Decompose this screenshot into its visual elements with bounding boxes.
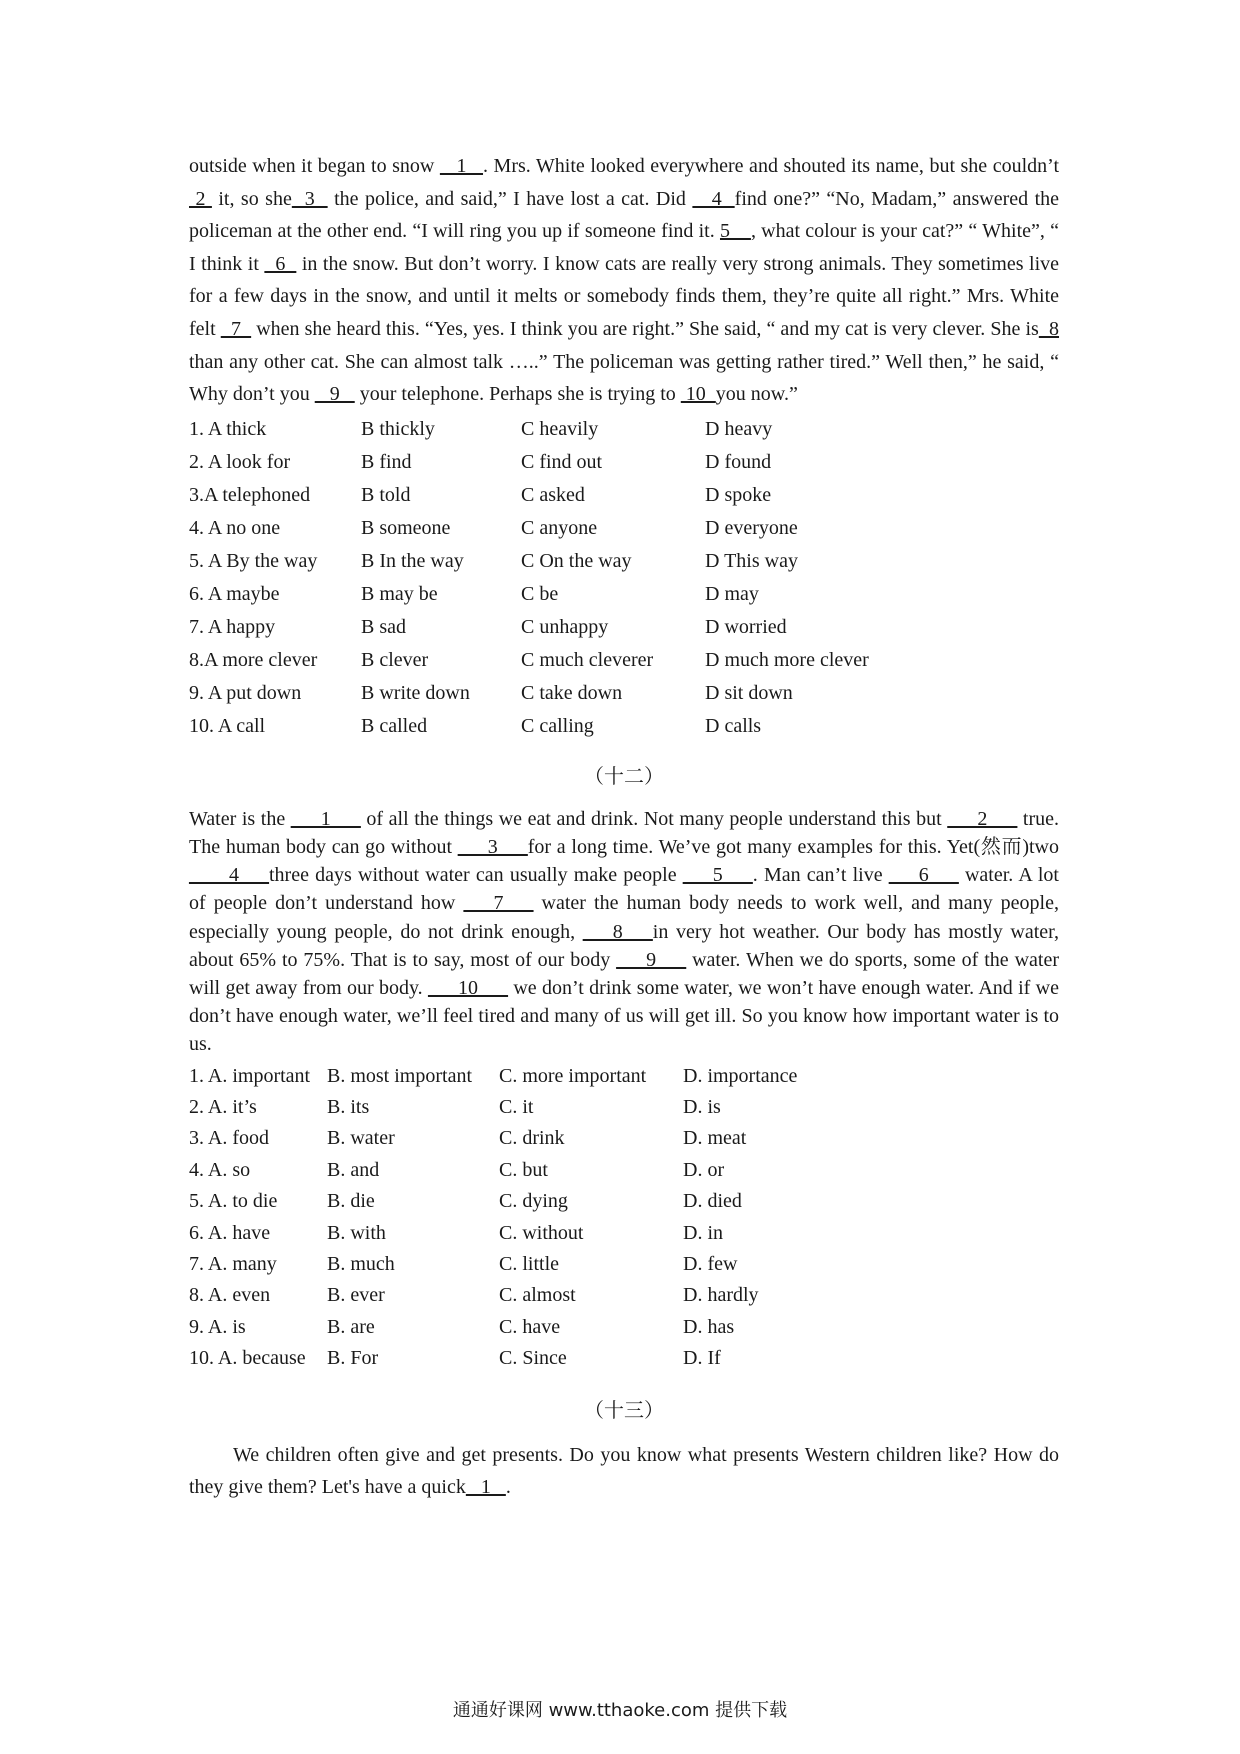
option-cell: C be bbox=[521, 582, 559, 605]
answer-blank: 4 bbox=[692, 187, 735, 210]
passage-text: water the human body needs to work well, and many people, especially young people, do not drink enough, bbox=[189, 892, 1064, 943]
option-cell: D much more clever bbox=[705, 648, 869, 671]
option-cell: D found bbox=[705, 450, 772, 473]
answer-blank: 5 bbox=[719, 220, 751, 243]
option-cell: D. hardly bbox=[683, 1284, 759, 1307]
passage-text: in very hot weather. Our body has mostly water, about 65% to 75%. That is to say, most of our body bbox=[189, 920, 1064, 971]
answer-blank: ____4___ bbox=[189, 864, 269, 887]
option-cell: 2. A. it’s bbox=[189, 1095, 257, 1118]
passage-text: find one?” “No, Madam,” answered the policeman at the other end. “I will ring you up if someone find it. bbox=[189, 187, 1065, 243]
answer-blank: ___2___ bbox=[947, 807, 1018, 830]
option-cell: 5. A By the way bbox=[189, 549, 318, 572]
option-cell: B sad bbox=[361, 615, 406, 638]
option-cell: C. dying bbox=[499, 1190, 568, 1213]
option-cell: B write down bbox=[361, 681, 470, 704]
option-cell: 7. A. many bbox=[189, 1253, 277, 1276]
option-cell: 9. A put down bbox=[189, 681, 302, 704]
option-cell: C anyone bbox=[521, 516, 598, 539]
option-cell: C find out bbox=[521, 450, 603, 473]
passage-text: true. The human body can go without bbox=[189, 807, 1064, 858]
option-row bbox=[189, 1092, 883, 1123]
option-cell: B. and bbox=[327, 1158, 380, 1181]
option-cell: 3. A. food bbox=[189, 1127, 269, 1150]
option-cell: D sit down bbox=[705, 681, 793, 704]
passage-text: . Mrs. White looked everywhere and shouted its name, but she couldn’t bbox=[483, 155, 1064, 177]
passage-text: water. When we do sports, some of the water will get away from our body. bbox=[189, 948, 1064, 999]
option-cell: 4. A. so bbox=[189, 1158, 251, 1181]
answer-blank: ___5___ bbox=[682, 864, 753, 887]
passage-1 bbox=[189, 150, 1065, 411]
option-cell: 8.A more clever bbox=[189, 648, 318, 671]
answer-blank: 6 bbox=[264, 252, 297, 275]
option-cell: C heavily bbox=[521, 417, 599, 440]
answer-blank: ___3___ bbox=[457, 835, 528, 858]
answer-blank: ___10___ bbox=[428, 976, 508, 999]
passage-text: the police, and said,” I have lost a cat. Did bbox=[327, 187, 693, 210]
answer-blank: 3 bbox=[291, 187, 328, 210]
passage-text: outside when it began to snow bbox=[189, 155, 440, 177]
option-cell: 5. A. to die bbox=[189, 1190, 278, 1213]
option-cell: B. die bbox=[327, 1190, 375, 1213]
passage-text: , what colour is your cat?” “ White”, “ I think it bbox=[189, 220, 1065, 275]
option-cell: D. is bbox=[683, 1095, 721, 1118]
option-row bbox=[189, 1312, 883, 1343]
option-row bbox=[189, 611, 905, 644]
passage-text: in the snow. But don’t worry. I know cats are really very strong animals. They sometimes live for a few days in the snow, and until it melts or somebody finds them, they’re quite all right.” Mrs. White felt bbox=[189, 252, 1064, 340]
option-cell: B. For bbox=[327, 1347, 379, 1370]
page-content bbox=[189, 150, 1065, 1503]
option-cell: C calling bbox=[521, 714, 594, 737]
option-row bbox=[189, 446, 905, 479]
option-cell: 9. A. is bbox=[189, 1315, 246, 1338]
answer-blank: 10 bbox=[680, 383, 716, 406]
passage-13 bbox=[189, 1439, 1064, 1503]
option-cell: B. its bbox=[327, 1095, 370, 1118]
option-cell: D. importance bbox=[683, 1064, 798, 1087]
option-cell: D calls bbox=[705, 714, 762, 737]
answer-blank: 2 bbox=[189, 187, 212, 210]
option-cell: D. few bbox=[683, 1253, 738, 1276]
passage-12 bbox=[189, 805, 1065, 1059]
option-row bbox=[189, 1061, 883, 1092]
option-cell: B thickly bbox=[361, 417, 435, 440]
answer-blank: 9 bbox=[314, 383, 355, 406]
option-cell: C unhappy bbox=[521, 615, 609, 638]
answer-blank: ___8___ bbox=[582, 920, 653, 943]
option-cell: D. has bbox=[683, 1315, 735, 1338]
option-cell: D may bbox=[705, 582, 759, 605]
option-cell: C. almost bbox=[499, 1284, 576, 1307]
option-cell: C. drink bbox=[499, 1127, 565, 1150]
passage-text: we don’t drink some water, we won’t have enough water. And if we don’t have enough water, we’ll feel tired and many of us will get ill. So you know how important water is to us. bbox=[189, 976, 1065, 1056]
passage-text: of all the things we eat and drink. Not many people understand this but bbox=[360, 807, 948, 830]
option-cell: B. most important bbox=[327, 1064, 472, 1087]
option-cell: B. much bbox=[327, 1253, 395, 1276]
option-cell: 8. A. even bbox=[189, 1284, 271, 1307]
passage-text: We children often give and get presents. Do you know what presents Western children like? How do they give them? Let's have a quick bbox=[189, 1443, 1064, 1498]
option-cell: D everyone bbox=[705, 516, 798, 539]
passage-text: when she heard this. “Yes, yes. I think you are right.” She said, “ and my cat is very clever. She is bbox=[251, 317, 1039, 340]
answer-blank: ___6___ bbox=[888, 864, 959, 887]
option-cell: C. little bbox=[499, 1253, 559, 1276]
answer-blank: ___9___ bbox=[616, 948, 687, 971]
option-cell: C. but bbox=[499, 1158, 548, 1181]
option-cell: C On the way bbox=[521, 549, 632, 572]
option-cell: 6. A. have bbox=[189, 1221, 271, 1244]
passage-text: Water is the bbox=[189, 807, 291, 830]
option-cell: B may be bbox=[361, 582, 438, 605]
answer-blank: 1 bbox=[465, 1475, 506, 1498]
option-cell: D. If bbox=[683, 1347, 721, 1370]
passage-text: your telephone. Perhaps she is trying to bbox=[354, 383, 681, 406]
option-cell: D heavy bbox=[705, 417, 773, 440]
option-cell: B. with bbox=[327, 1221, 386, 1244]
page-footer: 通通好课网 www.tthaoke.com 提供下载 bbox=[452, 1700, 788, 1721]
option-cell: C much cleverer bbox=[521, 648, 654, 671]
option-cell: D. in bbox=[683, 1221, 723, 1244]
option-row bbox=[189, 512, 905, 545]
options-table-12 bbox=[189, 1061, 883, 1375]
option-cell: C. without bbox=[499, 1221, 584, 1244]
option-cell: C. Since bbox=[499, 1347, 567, 1370]
option-cell: B In the way bbox=[361, 549, 464, 572]
option-cell: 1. A thick bbox=[189, 417, 267, 440]
option-cell: C take down bbox=[521, 681, 623, 704]
option-cell: 4. A no one bbox=[189, 516, 281, 539]
option-row bbox=[189, 1343, 883, 1374]
option-row bbox=[189, 1186, 883, 1217]
option-cell: B called bbox=[361, 714, 428, 737]
option-cell: 10. A call bbox=[189, 714, 266, 737]
option-cell: D. died bbox=[683, 1190, 742, 1213]
passage-text: . Man can’t live bbox=[752, 864, 889, 887]
passage-text: . bbox=[505, 1475, 511, 1498]
option-row bbox=[189, 479, 905, 512]
option-cell: D worried bbox=[705, 615, 787, 638]
option-cell: C. more important bbox=[499, 1064, 647, 1087]
option-cell: D spoke bbox=[705, 483, 772, 506]
option-cell: D This way bbox=[705, 549, 798, 572]
option-row bbox=[189, 1280, 883, 1311]
option-row bbox=[189, 578, 905, 611]
options-table-1 bbox=[189, 413, 905, 743]
option-cell: B find bbox=[361, 450, 412, 473]
option-cell: D. or bbox=[683, 1158, 725, 1181]
option-row bbox=[189, 1249, 883, 1280]
option-cell: B. are bbox=[327, 1315, 375, 1338]
option-row bbox=[189, 1218, 883, 1249]
section-13-title: （十三） bbox=[584, 1397, 664, 1422]
answer-blank: ___7___ bbox=[463, 892, 534, 915]
option-row bbox=[189, 644, 905, 677]
option-cell: B told bbox=[361, 483, 411, 506]
option-cell: B. ever bbox=[327, 1284, 385, 1307]
section-12-title: （十二） bbox=[584, 763, 664, 788]
option-cell: 3.A telephoned bbox=[189, 483, 311, 506]
passage-text: than any other cat. She can almost talk …..” The policeman was getting rather tired.” Well then,” he said, “ Why don’t you bbox=[189, 317, 1065, 406]
option-row bbox=[189, 710, 905, 743]
passage-text: you now.” bbox=[715, 383, 798, 406]
option-row bbox=[189, 677, 905, 710]
answer-blank: 1 bbox=[439, 155, 484, 177]
option-row bbox=[189, 545, 905, 578]
option-row bbox=[189, 413, 905, 446]
option-cell: B. water bbox=[327, 1127, 395, 1150]
passage-text: it, so she bbox=[211, 187, 292, 210]
option-cell: B clever bbox=[361, 648, 429, 671]
option-cell: C asked bbox=[521, 483, 585, 506]
option-cell: 1. A. important bbox=[189, 1064, 311, 1087]
passage-text: for a long time. We’ve got many examples for this. Yet(然而)two bbox=[527, 835, 1064, 858]
option-row bbox=[189, 1123, 883, 1154]
passage-text: three days without water can usually make people bbox=[269, 864, 683, 887]
answer-blank: 8 bbox=[1038, 317, 1060, 340]
option-cell: 6. A maybe bbox=[189, 582, 280, 605]
option-cell: B someone bbox=[361, 516, 451, 539]
option-cell: D. meat bbox=[683, 1127, 747, 1150]
option-cell: C. it bbox=[499, 1095, 534, 1118]
answer-blank: ___1___ bbox=[290, 807, 361, 830]
answer-blank: 7 bbox=[220, 317, 252, 340]
option-row bbox=[189, 1155, 883, 1186]
option-cell: C. have bbox=[499, 1315, 561, 1338]
option-cell: 7. A happy bbox=[189, 615, 276, 638]
option-cell: 2. A look for bbox=[189, 450, 291, 473]
option-cell: 10. A. because bbox=[189, 1347, 306, 1370]
passage-text: water. A lot of people don’t understand how bbox=[189, 864, 1064, 915]
